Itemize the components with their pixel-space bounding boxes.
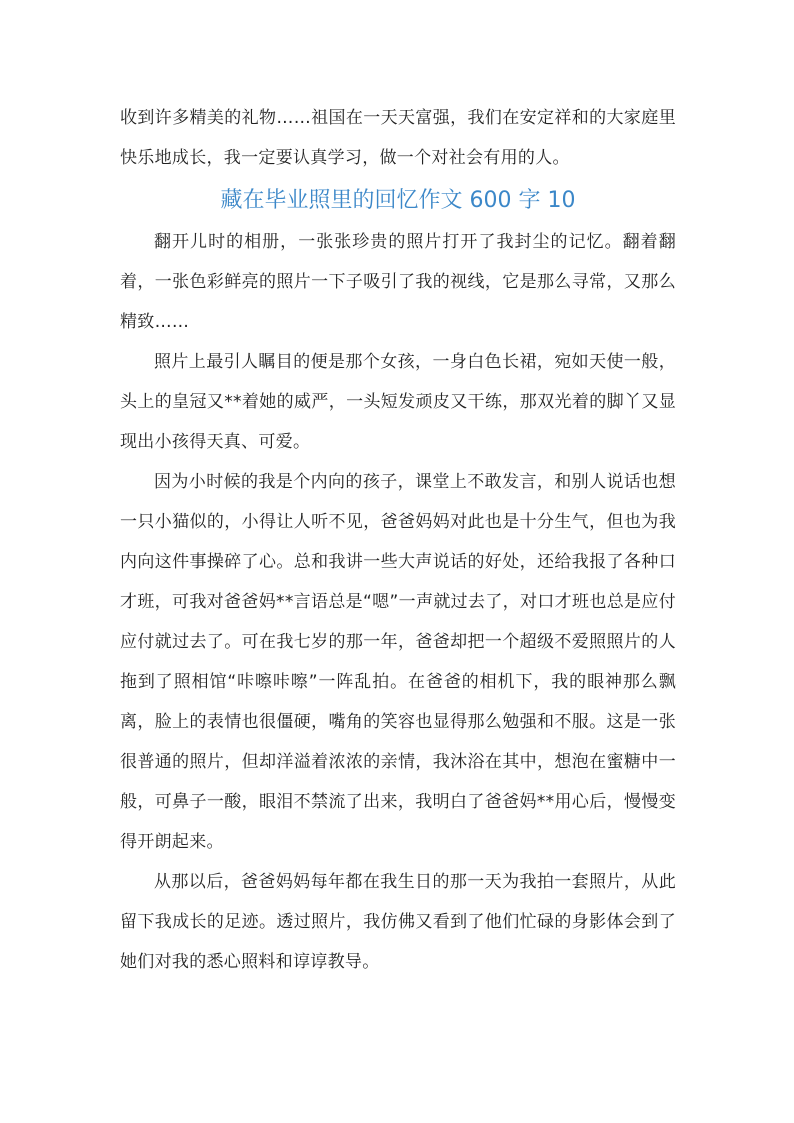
essay-paragraph-1: 翻开儿时的相册，一张张珍贵的照片打开了我封尘的记忆。翻着翻着，一张色彩鲜亮的照片一下子吸引了我的视线，它是那么寻常，又那么精致…… (120, 232, 676, 332)
intro-text: 收到许多精美的礼物……祖国在一天天富强，我们在安定祥和的大家庭里快乐地成长，我一定要认真学习，做一个对社会有用的人。 (120, 108, 676, 168)
essay-paragraph-3: 因为小时候的我是个内向的孩子，课堂上不敢发言，和别人说话也想一只小猫似的，小得让人听不见，爸爸妈妈对此也是十分生气，但也为我内向这件事操碎了心。总和我讲一些大声说话的好处，还给我报了各种口才班，可我对爸爸妈**言语总是“嗯”一声就过去了，对口才班也总是应付应付就过去了。可在我七岁的那一年，爸爸却把一个超级不爱照照片的人拖到了照相馆“咔嚓咔嚓”一阵乱拍。在爸爸的相机下，我的眼神那么飘离，脸上的表情也很僵硬，嘴角的笑容也显得那么勉强和不服。这是一张很普通的照片，但却洋溢着浓浓的亲情，我沐浴在其中，想泡在蜜糖中一般，可鼻子一酸，眼泪不禁流了出来，我明白了爸爸妈**用心后，慢慢变得开朗起来。 (120, 472, 676, 852)
essay-paragraph-4: 从那以后，爸爸妈妈每年都在我生日的那一天为我拍一套照片，从此留下我成长的足迹。透过照片，我仿佛又看到了他们忙碌的身影体会到了她们对我的悉心照料和谆谆教导。 (120, 872, 676, 972)
essay-paragraph-2: 照片上最引人瞩目的便是那个女孩，一身白色长裙，宛如天使一般，头上的皇冠又**着她的威严，一头短发顽皮又干练，那双光着的脚丫又显现出小孩得天真、可爱。 (120, 352, 676, 452)
essay-title: 藏在毕业照里的回忆作文 600 字 10 (220, 188, 576, 213)
intro-paragraph (120, 98, 676, 178)
essay-body (120, 222, 676, 982)
